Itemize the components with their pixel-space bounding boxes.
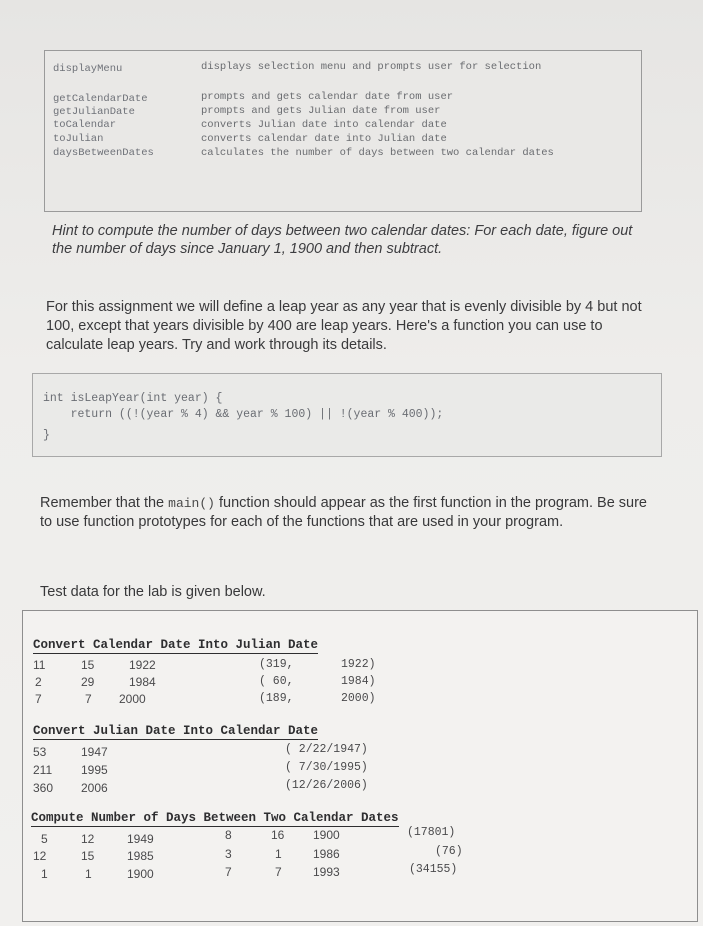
table-cell: 29	[81, 675, 95, 689]
table-cell: (319,	[259, 658, 294, 671]
table-cell: 7	[275, 865, 282, 879]
table-cell: 1	[85, 867, 92, 881]
function-description: converts Julian date into calendar date	[201, 119, 447, 131]
table-cell: 7	[85, 692, 92, 706]
table-cell: 3	[225, 847, 232, 861]
table-cell: (12/26/2006)	[285, 779, 368, 792]
remember-paragraph	[40, 494, 660, 532]
test-data-box	[22, 610, 698, 922]
table-cell: 15	[81, 849, 95, 863]
table-cell: 1984)	[341, 675, 376, 688]
table-cell: 1922)	[341, 658, 376, 671]
table-cell: 7	[35, 692, 42, 706]
table-cell: 2000)	[341, 692, 376, 705]
function-description: calculates the number of days between two calendar dates	[201, 147, 554, 159]
table-cell: (189,	[259, 692, 294, 705]
hint-paragraph: Hint to compute the number of days between two calendar dates: For each date, figure out the number of days since January 1, 1900 and then subtract.	[52, 223, 633, 257]
table-cell: ( 60,	[259, 675, 294, 688]
function-description: prompts and gets Julian date from user	[201, 105, 441, 117]
table-cell: 11	[33, 658, 46, 672]
table-cell: 1993	[313, 865, 340, 879]
function-table	[44, 50, 642, 212]
function-name: getJulianDate	[53, 106, 135, 118]
inline-code: main()	[168, 496, 215, 511]
function-name: displayMenu	[53, 63, 123, 75]
table-cell: 16	[271, 828, 285, 842]
section-title: Convert Julian Date Into Calendar Date	[33, 724, 319, 738]
table-cell: (34155)	[409, 863, 458, 876]
table-cell: 5	[41, 832, 48, 846]
function-name: getCalendarDate	[53, 93, 148, 105]
section-title: Convert Calendar Date Into Julian Date	[33, 638, 319, 652]
function-description: converts calendar date into Julian date	[201, 133, 447, 145]
leap-year-paragraph: For this assignment we will define a leap year as any year that is evenly divisible by 4 but not 100, except that years divisible by 400 are leap years. Here's a function you can use to calculate leap years. Try and work through its details.	[46, 299, 642, 353]
table-cell: 2	[35, 675, 42, 689]
remember-text: function should appear as the first function in the program. Be sure to use function prototypes for each of the functions that are used in your program.	[40, 495, 647, 530]
table-cell: 53	[33, 745, 47, 759]
section-title: Compute Number of Days Between Two Calendar Dates	[31, 811, 399, 825]
table-cell: 1986	[313, 847, 340, 861]
table-cell: 1995	[81, 763, 108, 777]
function-name: toCalendar	[53, 119, 117, 131]
function-description: displays selection menu and prompts user for selection	[201, 61, 542, 73]
table-cell: (17801)	[407, 826, 456, 839]
test-data-intro: Test data for the lab is given below.	[40, 584, 266, 600]
table-cell: 1	[275, 847, 282, 861]
table-cell: 15	[81, 658, 95, 672]
table-cell: 1	[41, 867, 48, 881]
table-cell: 12	[33, 849, 47, 863]
table-cell: 7	[225, 865, 232, 879]
table-cell: 2006	[81, 781, 108, 795]
code-line: int isLeapYear(int year) {	[43, 392, 223, 405]
table-cell: ( 7/30/1995)	[285, 761, 368, 774]
table-cell: 360	[33, 781, 54, 795]
table-cell: 1985	[127, 849, 154, 863]
table-cell: 1922	[129, 658, 156, 672]
table-cell: ( 2/22/1947)	[285, 743, 368, 756]
table-cell: 1949	[127, 832, 154, 846]
code-block	[32, 373, 662, 457]
table-cell: 12	[81, 832, 95, 846]
table-cell: 1947	[81, 745, 108, 759]
function-name: daysBetweenDates	[53, 147, 154, 159]
table-cell: 1900	[313, 828, 340, 842]
table-cell: 2000	[119, 692, 146, 706]
table-cell: 1984	[129, 675, 156, 689]
code-line: }	[43, 429, 50, 442]
remember-text: Remember that the	[40, 495, 169, 511]
table-cell: (76)	[435, 845, 463, 858]
table-cell: 1900	[127, 867, 154, 881]
table-cell: 211	[33, 763, 53, 777]
function-description: prompts and gets calendar date from user	[201, 91, 454, 103]
table-cell: 8	[225, 828, 232, 842]
function-name: toJulian	[53, 133, 104, 145]
code-line: return ((!(year % 4) && year % 100) || !(year % 400));	[43, 408, 444, 421]
